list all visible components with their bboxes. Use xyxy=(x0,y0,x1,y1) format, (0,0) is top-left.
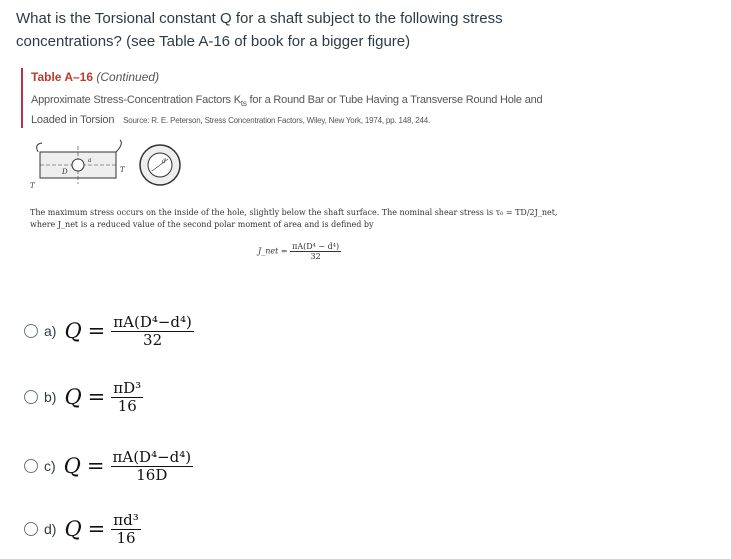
radio-button-a[interactable] xyxy=(24,324,38,338)
option-label-d: d) xyxy=(44,521,57,537)
formula-fraction xyxy=(111,313,194,349)
nominal-stress-note xyxy=(30,207,610,231)
radio-button-c[interactable] xyxy=(24,459,38,473)
option-label-c: c) xyxy=(44,458,56,474)
radio-button-d[interactable] xyxy=(24,522,38,536)
formula-fraction xyxy=(111,379,143,415)
option-formula-c xyxy=(64,448,193,484)
jnet-formula xyxy=(258,242,341,261)
option-label-a: a) xyxy=(44,323,57,339)
note-line-2: where J_net is a reduced value of the second polar moment of area and is defined by xyxy=(30,220,374,229)
option-label-b: b) xyxy=(44,389,57,405)
torque-arrow-left xyxy=(37,143,42,152)
radio-button-b[interactable] xyxy=(24,390,38,404)
caption-source: Source: R. E. Peterson, Stress Concentration Factors, Wiley, New York, 1974, pp. 148, 244. xyxy=(123,116,431,126)
shaft-diagram xyxy=(28,138,188,190)
table-label: Table A–16 xyxy=(31,70,94,84)
table-caption xyxy=(31,92,631,129)
caption-line-2: Loaded in Torsion xyxy=(31,114,115,127)
formula-denominator: 16 xyxy=(117,397,137,415)
diameter-label: D xyxy=(62,168,68,176)
option-a[interactable] xyxy=(24,313,194,349)
table-excerpt xyxy=(21,68,631,128)
jnet-fraction xyxy=(290,242,341,261)
q-symbol: Q xyxy=(64,385,82,409)
jnet-lhs: J_net = xyxy=(258,246,288,256)
table-label-suffix: (Continued) xyxy=(96,70,160,84)
formula-denominator: 16D xyxy=(136,466,168,484)
caption-subscript: ts xyxy=(240,99,247,109)
question-line-2: concentrations? (see Table A-16 of book for a bigger figure) xyxy=(16,33,411,50)
question-text xyxy=(16,7,576,53)
q-symbol: Q xyxy=(64,319,82,343)
option-formula-a xyxy=(64,313,193,349)
option-formula-b xyxy=(64,379,143,415)
transverse-hole xyxy=(72,159,84,171)
equals-sign: = xyxy=(86,454,105,478)
note-line-1: The maximum stress occurs on the inside of the hole, slightly below the shaft surface. The nominal shear stress is τ₀ = TD/2J_net, xyxy=(30,208,558,217)
hole-diameter-label: a xyxy=(88,157,92,164)
equals-sign: = xyxy=(87,319,106,343)
jnet-numerator: πA(D⁴ − d⁴) xyxy=(292,242,340,251)
option-d[interactable] xyxy=(24,511,141,547)
caption-line-1-rest: for a Round Bar or Tube Having a Transverse Round Hole and xyxy=(246,94,543,106)
torque-label-right: T xyxy=(120,166,125,174)
equals-sign: = xyxy=(87,385,106,409)
equals-sign: = xyxy=(87,517,106,541)
formula-fraction xyxy=(111,511,140,547)
formula-numerator: πA(D⁴−d⁴) xyxy=(112,448,192,466)
q-symbol: Q xyxy=(63,454,81,478)
formula-fraction xyxy=(111,448,194,484)
formula-denominator: 16 xyxy=(116,529,136,547)
option-c[interactable] xyxy=(24,448,193,484)
jnet-denominator: 32 xyxy=(310,252,321,261)
option-formula-d xyxy=(64,511,140,547)
formula-numerator: πA(D⁴−d⁴) xyxy=(113,313,192,331)
table-title xyxy=(31,70,631,84)
formula-denominator: 32 xyxy=(143,331,163,349)
torque-arrow-right xyxy=(116,140,121,152)
caption-line-1: Approximate Stress-Concentration Factors K xyxy=(31,94,241,106)
inner-diameter-label: d xyxy=(162,158,166,165)
formula-numerator: πd³ xyxy=(113,511,139,529)
question-line-1: What is the Torsional constant Q for a shaft subject to the following stress xyxy=(16,10,503,27)
formula-numerator: πD³ xyxy=(113,379,142,397)
q-symbol: Q xyxy=(64,517,82,541)
torque-label-left: T xyxy=(30,182,35,190)
shaft-figure xyxy=(28,138,188,190)
option-b[interactable] xyxy=(24,379,143,415)
